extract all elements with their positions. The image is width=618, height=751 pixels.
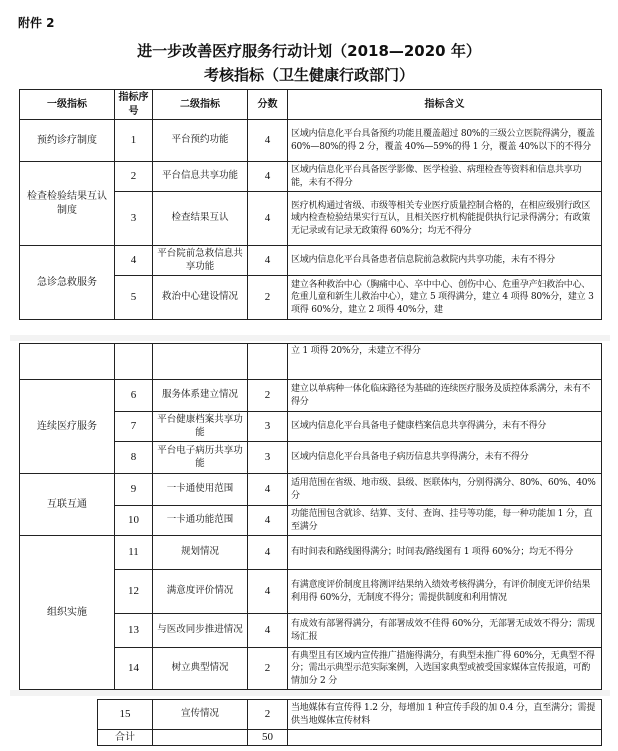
score-cell: 2	[248, 700, 288, 730]
score-cell: 4	[248, 614, 288, 648]
score-cell: 2	[248, 648, 288, 690]
total-score: 50	[248, 730, 288, 746]
meaning-cell: 区域内信息化平台具备预约功能且覆盖超过 80%的三级公立医院得满分，覆盖 60%—80%的得 2 分，覆盖 40%—59%的得 1 分，覆盖 40%以下的不得分	[288, 120, 602, 162]
indicator-cell: 平台预约功能	[153, 120, 248, 162]
attachment-label: 附件 2	[18, 16, 55, 30]
total-empty-cell	[288, 730, 602, 746]
indicator-cell	[153, 344, 248, 380]
score-cell: 3	[248, 442, 288, 474]
category-cell: 预约诊疗制度	[20, 120, 115, 162]
score-cell: 2	[248, 276, 288, 320]
table-row	[20, 536, 602, 570]
score-cell: 4	[248, 246, 288, 276]
score-cell: 4	[248, 192, 288, 246]
page-break	[10, 690, 610, 696]
number-cell: 6	[115, 380, 153, 412]
indicator-cell: 一卡通功能范围	[153, 506, 248, 536]
col-header-indicator: 二级指标	[153, 90, 248, 120]
table-row	[20, 246, 602, 276]
indicator-cell: 树立典型情况	[153, 648, 248, 690]
meaning-cell: 区域内信息化平台具备电子病历信息共享得满分，未有不得分	[288, 442, 602, 474]
number-cell: 2	[115, 162, 153, 192]
meaning-cell: 建立各种救治中心（胸痛中心、卒中中心、创伤中心、危重孕产妇救治中心、危重儿童和新生儿救治中心），建立 5 项得满分，建立 4 项得 80%分，建立 3 项得 60%分，建立 2 项得 40%分，建	[288, 276, 602, 320]
category-cell: 急诊急救服务	[20, 246, 115, 320]
score-cell: 4	[248, 570, 288, 614]
indicator-table-part-1	[19, 89, 602, 320]
score-cell	[248, 344, 288, 380]
meaning-cell: 区域内信息化平台具备医学影像、医学检验、病理检查等资料和信息共享功能，未有不得分	[288, 162, 602, 192]
col-header-score: 分数	[248, 90, 288, 120]
indicator-table-part-3	[97, 699, 602, 746]
indicator-cell: 平台院前急救信息共享功能	[153, 246, 248, 276]
indicator-cell: 平台健康档案共享功能	[153, 412, 248, 442]
meaning-cell: 立 1 项得 20%分，未建立不得分	[288, 344, 602, 380]
category-cell: 互联互通	[20, 474, 115, 536]
indicator-cell: 宣传情况	[153, 700, 248, 730]
indicator-cell: 平台电子病历共享功能	[153, 442, 248, 474]
indicator-cell: 规划情况	[153, 536, 248, 570]
score-cell: 4	[248, 162, 288, 192]
score-cell: 3	[248, 412, 288, 442]
table-row	[20, 474, 602, 506]
table-header-row	[20, 90, 602, 120]
score-cell: 2	[248, 380, 288, 412]
number-cell: 15	[98, 700, 153, 730]
meaning-cell: 区域内信息化平台具备患者信息院前急救院内共享功能，未有不得分	[288, 246, 602, 276]
table-row	[20, 344, 602, 380]
meaning-cell: 建立以单病种一体化临床路径为基础的连续医疗服务及质控体系满分，未有不得分	[288, 380, 602, 412]
meaning-cell: 区域内信息化平台具备电子健康档案信息共享得满分，未有不得分	[288, 412, 602, 442]
number-cell: 12	[115, 570, 153, 614]
meaning-cell: 有时间表和路线图得满分；时间表/路线图有 1 项得 60%分；均无不得分	[288, 536, 602, 570]
table-row	[20, 380, 602, 412]
col-header-category: 一级指标	[20, 90, 115, 120]
table-row	[98, 700, 602, 730]
number-cell: 14	[115, 648, 153, 690]
indicator-cell: 与医改同步推进情况	[153, 614, 248, 648]
score-cell: 4	[248, 120, 288, 162]
meaning-cell: 当地媒体有宣传得 1.2 分，每增加 1 种宣传手段的加 0.4 分，直至满分；需提供当地媒体宣传材料	[288, 700, 602, 730]
col-header-meaning: 指标含义	[288, 90, 602, 120]
score-cell: 4	[248, 506, 288, 536]
number-cell	[115, 344, 153, 380]
indicator-cell: 检查结果互认	[153, 192, 248, 246]
number-cell: 13	[115, 614, 153, 648]
number-cell: 7	[115, 412, 153, 442]
document-title: 进一步改善医疗服务行动计划（2018—2020 年）	[137, 42, 481, 60]
number-cell: 9	[115, 474, 153, 506]
score-cell: 4	[248, 536, 288, 570]
meaning-cell: 有典型且有区域内宣传推广措施得满分，有典型未推广得 60%分，无典型不得分；需出示典型示范实际案例，入选国家典型或被受国家媒体宣传报道，可酌情加分 2 分	[288, 648, 602, 690]
number-cell: 11	[115, 536, 153, 570]
number-cell: 1	[115, 120, 153, 162]
indicator-cell: 一卡通使用范围	[153, 474, 248, 506]
table-row	[20, 162, 602, 192]
meaning-cell: 有满意度评价制度且将测评结果纳入绩效考核得满分，有评价制度无评价结果利用得 60%分，无制度不得分；需提供制度和利用情况	[288, 570, 602, 614]
meaning-cell: 有成效有部署得满分，有部署成效不佳得 60%分，无部署无成效不得分；需现场汇报	[288, 614, 602, 648]
category-cell	[20, 344, 115, 380]
number-cell: 5	[115, 276, 153, 320]
indicator-cell: 平台信息共享功能	[153, 162, 248, 192]
indicator-cell: 救治中心建设情况	[153, 276, 248, 320]
total-empty-cell	[153, 730, 248, 746]
table-row	[20, 120, 602, 162]
col-header-number: 指标序号	[115, 90, 153, 120]
total-row	[98, 730, 602, 746]
indicator-cell: 服务体系建立情况	[153, 380, 248, 412]
meaning-cell: 功能范围包含就诊、结算、支付、查询、挂号等功能，每一种功能加 1 分，直至满分	[288, 506, 602, 536]
category-cell: 组织实施	[20, 536, 115, 690]
meaning-cell: 医疗机构通过省级、市级等相关专业医疗质量控制合格的，在相应级别行政区域内检查检验结果实行互认，且相关医疗机构能提供执行记录得满分；有政策无记录或有记录无政策得 60%分；均无不得分	[288, 192, 602, 246]
category-cell: 连续医疗服务	[20, 380, 115, 474]
number-cell: 10	[115, 506, 153, 536]
number-cell: 3	[115, 192, 153, 246]
category-cell: 检查检验结果互认制度	[20, 162, 115, 246]
number-cell: 8	[115, 442, 153, 474]
indicator-cell: 满意度评价情况	[153, 570, 248, 614]
score-cell: 4	[248, 474, 288, 506]
indicator-table-part-2	[19, 343, 602, 690]
meaning-cell: 适用范围在省级、地市级、县级、医联体内，分别得满分、80%、60%、40%分	[288, 474, 602, 506]
number-cell: 4	[115, 246, 153, 276]
page-break	[10, 335, 610, 341]
document-subtitle: 考核指标（卫生健康行政部门）	[203, 66, 414, 84]
total-label: 合计	[98, 730, 153, 746]
